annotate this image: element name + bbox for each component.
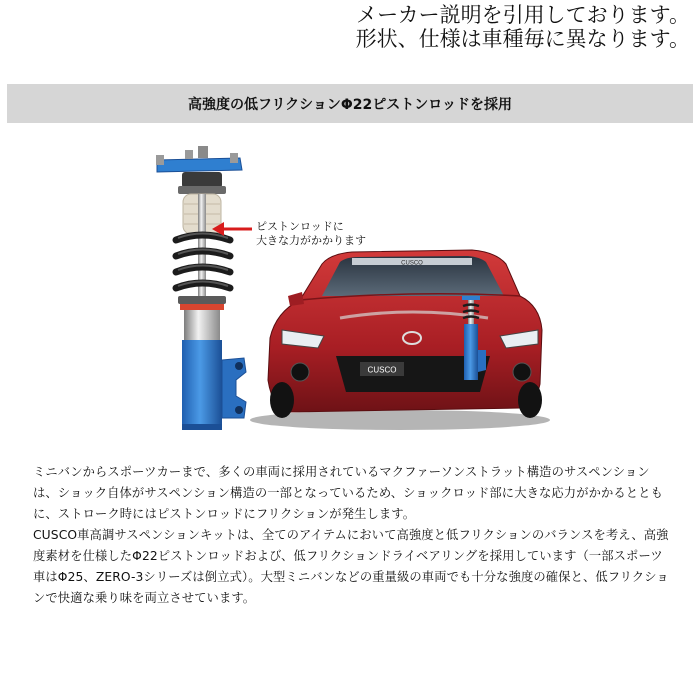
product-figure xyxy=(140,140,560,440)
description-paragraph-1: ミニバンからスポーツカーまで、多くの車両に採用されているマクファーソンストラット構造のサスペンションは、ショック自体がサスペンション構造の一部となっているため、ショックロッド部に大きな応力がかかるとともに、ストローク時にはピストンロッドにフリクションが発生します。 xyxy=(33,465,663,521)
callout-line-2: 大きな力がかかります xyxy=(256,234,366,247)
section-banner xyxy=(7,84,693,123)
coilover-image xyxy=(156,146,246,430)
description-paragraph-2: CUSCO車高調サスペンションキットは、全てのアイテムにおいて高強度と低フリクションのバランスを考え、高強度素材を仕様したΦ22ピストンロッドおよび、低フリクションドライベアリングを採用しています（一部スポーツ車はΦ25、ZERO-3シリーズは倒立式）。大型ミニバンなどの重量級の車両でも十分な強度の確保と、低フリクションで快適な乗り味を両立させています。 xyxy=(33,528,669,605)
notice-line-1: メーカー説明を引用しております。 xyxy=(356,3,690,27)
windshield-banner-text: CUSCO xyxy=(401,260,423,267)
banner-title: 高強度の低フリクションΦ22ピストンロッドを採用 xyxy=(188,96,512,113)
notice xyxy=(356,3,690,51)
description xyxy=(33,462,673,609)
car-image xyxy=(250,250,550,430)
notice-line-2: 形状、仕様は車種毎に異なります。 xyxy=(355,27,690,51)
callout-label xyxy=(256,220,366,248)
grille-logo-text: CUSCO xyxy=(367,365,397,375)
callout-line-1: ピストンロッドに xyxy=(256,220,344,233)
